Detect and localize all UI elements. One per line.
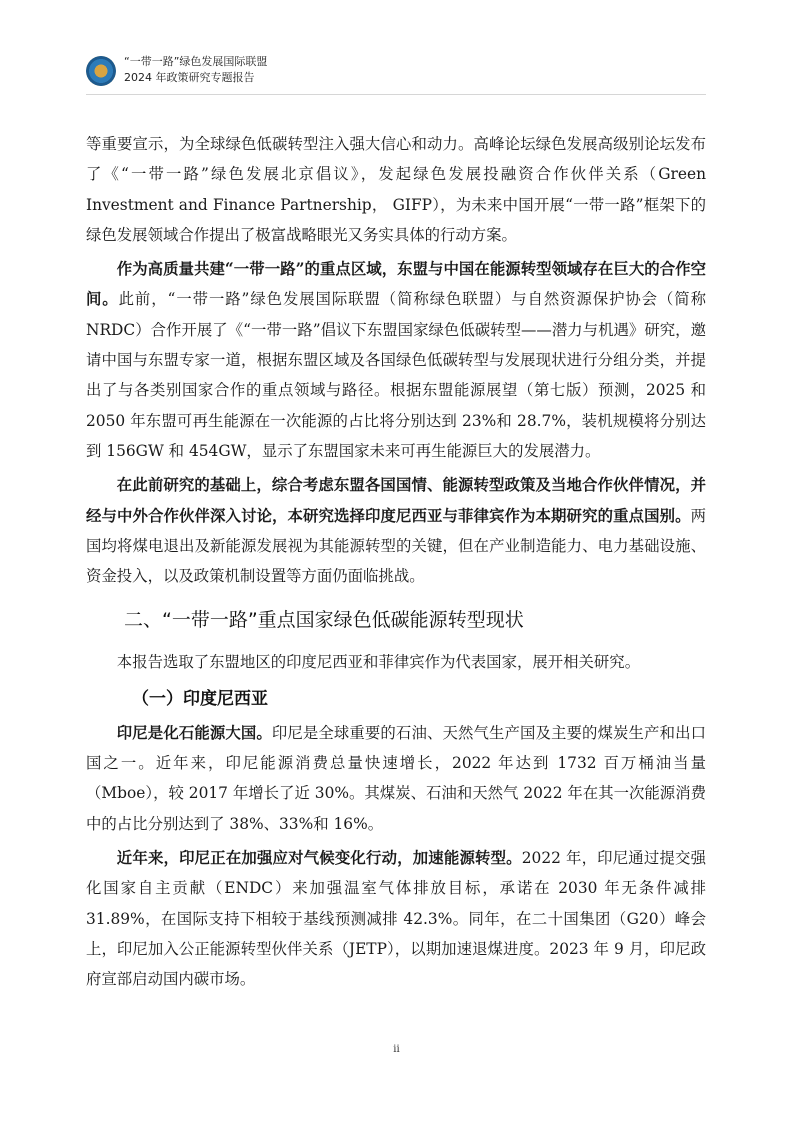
header-report-title: 2024 年政策研究专题报告 (124, 71, 255, 84)
paragraph-gifp: 等重要宣示，为全球绿色低碳转型注入强大信心和动力。高峰论坛绿色发展高级别论坛发布了《“一带一路”绿色发展北京倡议》，发起绿色发展投融资合作伙伴关系（Green Investment and Finance Partnership， GIFP），为未来中国开展“一带一路”框架下的绿色发展领域合作提出了极富战略眼光又务实具体的行动方案。 (86, 135, 706, 244)
header-text (124, 54, 267, 86)
paragraph-lead-bold: 作为高质量共建“一带一路”的重点区域，东盟与中国在能源转型领域存在巨大的合作空间。 (86, 260, 706, 309)
paragraph-text: 2022 年，印尼通过提交强化国家自主贡献（ENDC）来加强温室气体排放目标，承诺在 2030 年无条件减排 31.89%，在国际支持下相较于基线预测减排 42.3%。同年，在二十国集团（G20）峰会上，印尼加入公正能源转型伙伴关系（JETP），以期加速退煤进度。2023 年 9 月，印尼政府宣部启动国内碳市场。 (86, 848, 706, 989)
page-header (86, 52, 706, 96)
paragraph-lead-bold: 印尼是化石能源大国。 (116, 723, 272, 742)
paragraph-lead-bold: 在此前研究的基础上，综合考虑东盟各国国情、能源转型政策及当地合作伙伴情况，并经与中外合作伙伴深入讨论，本研究选择印度尼西亚与菲律宾作为本期研究的重点国别。 (86, 476, 706, 525)
section-heading: 二、“一带一路”重点国家绿色低碳能源转型现状 (124, 609, 524, 632)
paragraph-text: 印尼是全球重要的石油、天然气生产国及主要的煤炭生产和出口国之一。近年来，印尼能源消费总量快速增长，2022 年达到 1732 百万桶油当量（Mboe），较 2017 年增长了近 30%。其煤炭、石油和天然气 2022 年在其一次能源消费中的占比分别达到了 38%、33%和 16%。 (86, 723, 706, 833)
page-number: ii (393, 1044, 400, 1055)
alliance-logo-icon (86, 56, 116, 86)
header-divider (86, 94, 706, 95)
paragraph-text: 两国均将煤电退出及新能源发展视为其能源转型的关键，但在产业制造能力、电力基础设施、资金投入，以及政策机制设置等方面仍面临挑战。 (86, 506, 706, 586)
header-org-name: “一带一路”绿色发展国际联盟 (124, 55, 268, 68)
paragraph-text: 此前，“一带一路”绿色发展国际联盟（简称绿色联盟）与自然资源保护协会（简称 NRDC）合作开展了《“一带一路”倡议下东盟国家绿色低碳转型——潜力与机遇》研究，邀请中国与东盟专家一道，根据东盟区域及各国绿色低碳转型与发展现状进行分组分类，并提出了与各类别国家合作的重点领域与路径。根据东盟能源展望（第七版）预测，2025 和 2050 年东盟可再生能源在一次能源的占比将分别达到 23%和 28.7%，装机规模将分别达到 156GW 和 454GW，显示了东盟国家未来可再生能源巨大的发展潜力。 (86, 290, 706, 460)
paragraph-asean-cooperation (86, 254, 706, 466)
document-body (86, 129, 706, 994)
subsection-heading: （一）印度尼西亚 (132, 688, 268, 709)
paragraph-lead-bold: 近年来，印尼正在加强应对气候变化行动，加速能源转型。 (116, 848, 522, 867)
paragraph-fossil-energy (86, 718, 706, 839)
paragraph-study-focus (86, 470, 706, 591)
paragraph-intro: 本报告选取了东盟地区的印度尼西亚和菲律宾作为代表国家，展开相关研究。 (116, 653, 641, 672)
paragraph-climate-action (86, 843, 706, 994)
